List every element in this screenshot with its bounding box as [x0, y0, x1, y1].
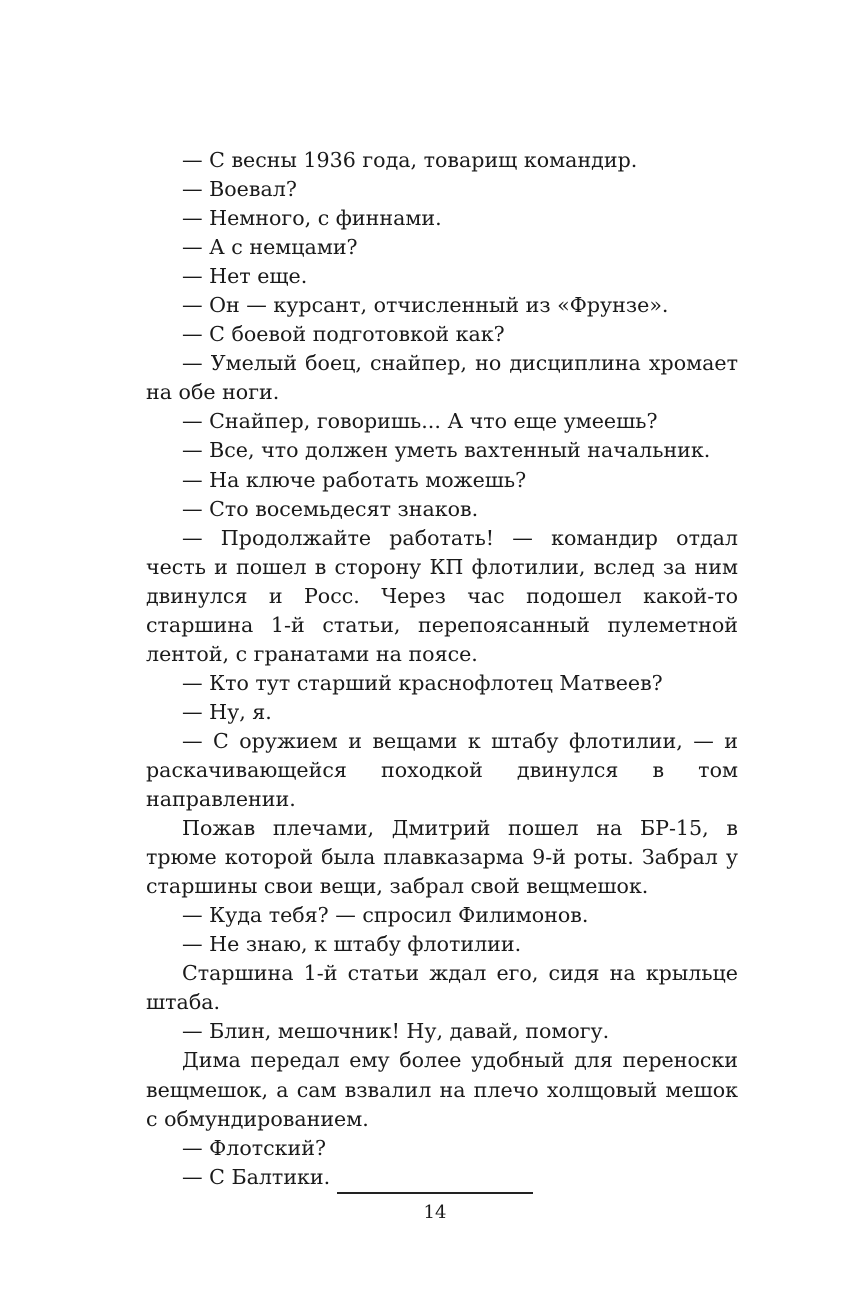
paragraph: — Кто тут старший краснофлотец Матвеев?: [182, 670, 663, 695]
paragraph: — С весны 1936 года, товарищ командир.: [182, 148, 638, 172]
paragraph: — Сто восемьдесят знаков.: [182, 496, 479, 521]
paragraph: — С Балтики.: [182, 1164, 331, 1189]
paragraph: — На ключе работать можешь?: [182, 467, 527, 492]
paragraph: — Снайпер, говоришь... А что еще умеешь?: [182, 409, 658, 434]
paragraph: Дима передал ему более удобный для переноски вещмешок, а сам взвалил на плечо холщовый мешок с обмундированием.: [146, 1048, 738, 1131]
paragraph: — Немного, с финнами.: [182, 206, 442, 231]
paragraph: Старшина 1-й статьи ждал его, сидя на крыльце штаба.: [146, 961, 738, 1015]
paragraph: — Не знаю, к штабу флотилии.: [182, 932, 522, 957]
paragraph: — С боевой подготовкой как?: [182, 322, 505, 347]
paragraph: Пожав плечами, Дмитрий пошел на БР-15, в трюме которой была плавказарма 9-й роты. Забрал у старшины свои вещи, забрал свой вещмешок.: [146, 816, 738, 899]
paragraph: — А с немцами?: [182, 235, 358, 260]
paragraph: — Он — курсант, отчисленный из «Фрунзе».: [182, 293, 669, 318]
paragraph: — Флотский?: [182, 1135, 327, 1160]
paragraph: — Умелый боец, снайпер, но дисциплина хромает на обе ноги.: [146, 351, 738, 405]
paragraph: — Воевал?: [182, 177, 297, 202]
paragraph: — Блин, мешочник! Ну, давай, помогу.: [182, 1019, 610, 1044]
footer-rule: [337, 1192, 533, 1194]
page-number: 14: [423, 1202, 447, 1223]
paragraph: — С оружием и вещами к штабу флотилии, — и раскачивающейся походкой двинулся в том направлении.: [146, 728, 738, 812]
paragraph: — Ну, я.: [182, 699, 272, 724]
paragraph: — Продолжайте работать! — командир отдал честь и пошел в сторону КП флотилии, вслед за ним двинулся и Росс. Через час подошел какой-то старшина 1-й статьи, перепоясанный пулеметной лентой, с гранатами на поясе.: [146, 525, 738, 666]
paragraph: — Куда тебя? — спросил Филимонов.: [182, 903, 589, 928]
paragraph: — Все, что должен уметь вахтенный начальник.: [182, 438, 711, 463]
page-text: [146, 146, 738, 1192]
paragraph: — Нет еще.: [182, 264, 308, 289]
